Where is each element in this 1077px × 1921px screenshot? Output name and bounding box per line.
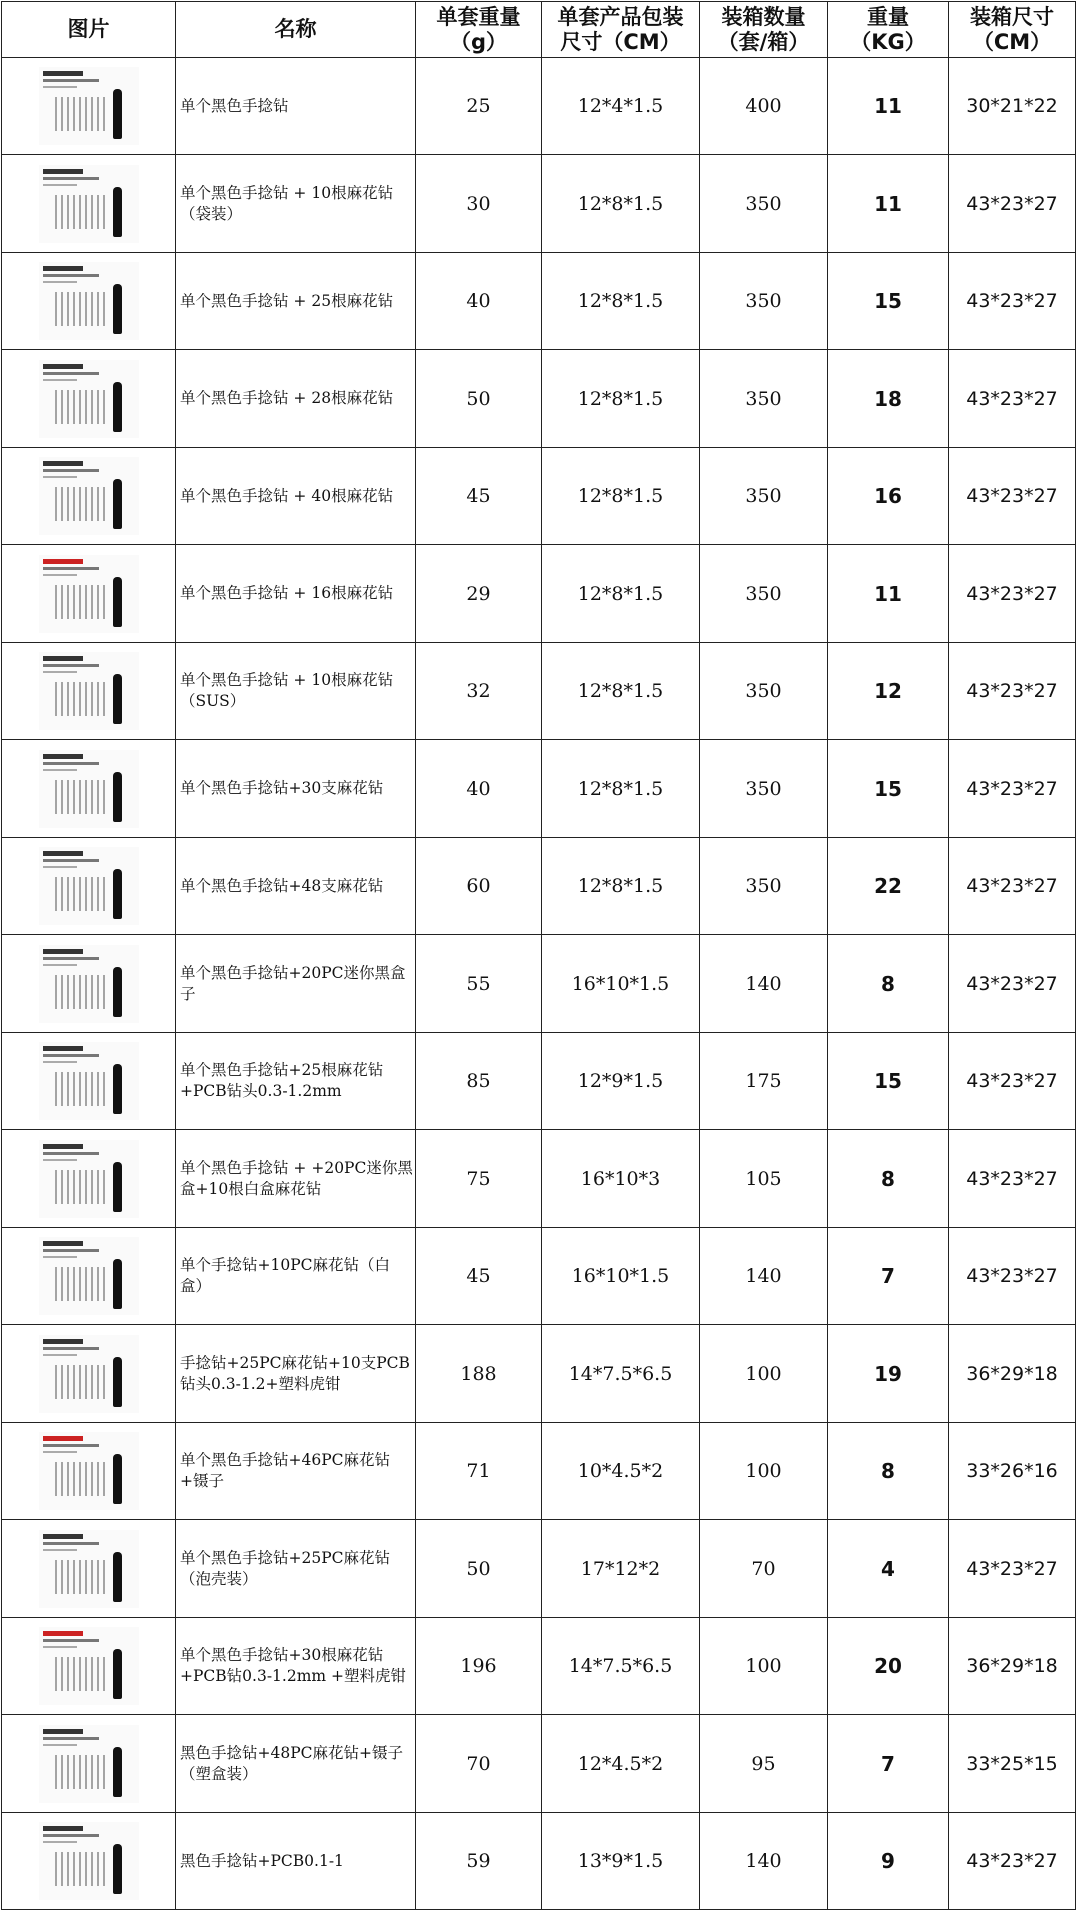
pack-size: 10*4.5*2 <box>542 1423 700 1520</box>
header-box-size: 装箱尺寸 （CM） <box>949 2 1076 58</box>
box-quantity: 70 <box>700 1520 828 1618</box>
box-weight: 22 <box>828 838 949 935</box>
unit-weight: 55 <box>416 935 542 1033</box>
box-weight: 7 <box>828 1715 949 1813</box>
table-row <box>2 58 1076 155</box>
product-thumbnail <box>39 1725 139 1803</box>
pack-size: 14*7.5*6.5 <box>542 1618 700 1715</box>
box-weight: 15 <box>828 253 949 350</box>
box-quantity: 350 <box>700 253 828 350</box>
product-thumbnail <box>39 67 139 145</box>
product-thumbnail <box>39 1042 139 1120</box>
product-thumbnail <box>39 750 139 828</box>
unit-weight: 50 <box>416 350 542 448</box>
box-size: 36*29*18 <box>949 1618 1076 1715</box>
box-size: 43*23*27 <box>949 838 1076 935</box>
box-quantity: 105 <box>700 1130 828 1228</box>
product-image-cell <box>2 740 176 838</box>
product-thumbnail <box>39 1627 139 1705</box>
pack-size: 16*10*1.5 <box>542 1228 700 1325</box>
header-name: 名称 <box>176 2 416 58</box>
table-row <box>2 155 1076 253</box>
box-quantity: 350 <box>700 545 828 643</box>
box-weight: 16 <box>828 448 949 545</box>
pack-size: 12*8*1.5 <box>542 545 700 643</box>
product-thumbnail <box>39 360 139 438</box>
product-name: 单个黑色手捻钻+20PC迷你黑盒子 <box>176 935 416 1033</box>
box-weight: 11 <box>828 155 949 253</box>
unit-weight: 40 <box>416 253 542 350</box>
product-name: 单个黑色手捻钻+30支麻花钻 <box>176 740 416 838</box>
product-image-cell <box>2 935 176 1033</box>
box-size: 43*23*27 <box>949 643 1076 740</box>
table-row <box>2 1130 1076 1228</box>
header-unit-weight: 单套重量 （g） <box>416 2 542 58</box>
unit-weight: 25 <box>416 58 542 155</box>
box-quantity: 350 <box>700 643 828 740</box>
product-name: 单个手捻钻+10PC麻花钻（白盒） <box>176 1228 416 1325</box>
pack-size: 12*4.5*2 <box>542 1715 700 1813</box>
product-image-cell <box>2 1033 176 1130</box>
box-weight: 20 <box>828 1618 949 1715</box>
box-size: 43*23*27 <box>949 545 1076 643</box>
product-image-cell <box>2 1228 176 1325</box>
product-name: 单个黑色手捻钻+25PC麻花钻（泡壳装） <box>176 1520 416 1618</box>
box-size: 36*29*18 <box>949 1325 1076 1423</box>
pack-size: 12*8*1.5 <box>542 253 700 350</box>
box-quantity: 350 <box>700 448 828 545</box>
unit-weight: 45 <box>416 1228 542 1325</box>
product-thumbnail <box>39 1140 139 1218</box>
table-row <box>2 350 1076 448</box>
table-row <box>2 448 1076 545</box>
pack-size: 12*8*1.5 <box>542 838 700 935</box>
box-weight: 19 <box>828 1325 949 1423</box>
product-image-cell <box>2 1813 176 1910</box>
unit-weight: 30 <box>416 155 542 253</box>
box-weight: 7 <box>828 1228 949 1325</box>
product-name: 黑色手捻钻+PCB0.1-1 <box>176 1813 416 1910</box>
product-thumbnail <box>39 1432 139 1510</box>
box-size: 33*26*16 <box>949 1423 1076 1520</box>
product-name: 单个黑色手捻钻+25根麻花钻+PCB钻头0.3-1.2mm <box>176 1033 416 1130</box>
product-image-cell <box>2 448 176 545</box>
box-weight: 15 <box>828 1033 949 1130</box>
product-thumbnail <box>39 945 139 1023</box>
unit-weight: 71 <box>416 1423 542 1520</box>
unit-weight: 75 <box>416 1130 542 1228</box>
table-row <box>2 740 1076 838</box>
table-row <box>2 1228 1076 1325</box>
box-quantity: 350 <box>700 838 828 935</box>
box-weight: 8 <box>828 935 949 1033</box>
pack-size: 12*8*1.5 <box>542 350 700 448</box>
product-image-cell <box>2 58 176 155</box>
product-image-cell <box>2 1325 176 1423</box>
product-thumbnail <box>39 652 139 730</box>
table-row <box>2 1033 1076 1130</box>
pack-size: 12*8*1.5 <box>542 643 700 740</box>
box-weight: 11 <box>828 58 949 155</box>
product-name: 单个黑色手捻钻 + 28根麻花钻 <box>176 350 416 448</box>
box-size: 43*23*27 <box>949 350 1076 448</box>
pack-size: 17*12*2 <box>542 1520 700 1618</box>
product-thumbnail <box>39 1530 139 1608</box>
table-row <box>2 1423 1076 1520</box>
unit-weight: 40 <box>416 740 542 838</box>
table-row <box>2 1520 1076 1618</box>
box-quantity: 350 <box>700 155 828 253</box>
product-name: 黑色手捻钻+48PC麻花钻+镊子（塑盒装） <box>176 1715 416 1813</box>
box-size: 43*23*27 <box>949 155 1076 253</box>
unit-weight: 32 <box>416 643 542 740</box>
box-weight: 11 <box>828 545 949 643</box>
product-name: 手捻钻+25PC麻花钻+10支PCB钻头0.3-1.2+塑料虎钳 <box>176 1325 416 1423</box>
product-image-cell <box>2 350 176 448</box>
product-image-cell <box>2 1715 176 1813</box>
pack-size: 16*10*1.5 <box>542 935 700 1033</box>
table-row <box>2 1618 1076 1715</box>
product-thumbnail <box>39 1237 139 1315</box>
product-name: 单个黑色手捻钻 + 25根麻花钻 <box>176 253 416 350</box>
product-image-cell <box>2 838 176 935</box>
box-quantity: 140 <box>700 1813 828 1910</box>
unit-weight: 196 <box>416 1618 542 1715</box>
pack-size: 12*9*1.5 <box>542 1033 700 1130</box>
header-row <box>2 2 1076 58</box>
pack-size: 16*10*3 <box>542 1130 700 1228</box>
box-size: 43*23*27 <box>949 1520 1076 1618</box>
box-size: 43*23*27 <box>949 1813 1076 1910</box>
pack-size: 12*4*1.5 <box>542 58 700 155</box>
box-size: 43*23*27 <box>949 448 1076 545</box>
product-spec-table <box>1 1 1076 1910</box>
unit-weight: 188 <box>416 1325 542 1423</box>
unit-weight: 29 <box>416 545 542 643</box>
product-name: 单个黑色手捻钻 + 10根麻花钻（袋装） <box>176 155 416 253</box>
pack-size: 12*8*1.5 <box>542 155 700 253</box>
product-name: 单个黑色手捻钻 <box>176 58 416 155</box>
product-thumbnail <box>39 457 139 535</box>
header-image: 图片 <box>2 2 176 58</box>
product-thumbnail <box>39 262 139 340</box>
product-thumbnail <box>39 1335 139 1413</box>
box-weight: 8 <box>828 1423 949 1520</box>
product-thumbnail <box>39 1822 139 1900</box>
box-quantity: 100 <box>700 1618 828 1715</box>
product-thumbnail <box>39 847 139 925</box>
table-row <box>2 1715 1076 1813</box>
header-weight: 重量 （KG） <box>828 2 949 58</box>
product-name: 单个黑色手捻钻+48支麻花钻 <box>176 838 416 935</box>
box-size: 33*25*15 <box>949 1715 1076 1813</box>
box-quantity: 350 <box>700 740 828 838</box>
box-size: 30*21*22 <box>949 58 1076 155</box>
box-quantity: 175 <box>700 1033 828 1130</box>
header-qty: 装箱数量 （套/箱） <box>700 2 828 58</box>
unit-weight: 45 <box>416 448 542 545</box>
pack-size: 13*9*1.5 <box>542 1813 700 1910</box>
product-name: 单个黑色手捻钻 + 40根麻花钻 <box>176 448 416 545</box>
product-image-cell <box>2 1618 176 1715</box>
table-row <box>2 545 1076 643</box>
box-quantity: 140 <box>700 935 828 1033</box>
box-quantity: 100 <box>700 1325 828 1423</box>
box-quantity: 95 <box>700 1715 828 1813</box>
box-size: 43*23*27 <box>949 253 1076 350</box>
box-size: 43*23*27 <box>949 740 1076 838</box>
pack-size: 12*8*1.5 <box>542 740 700 838</box>
box-weight: 12 <box>828 643 949 740</box>
table-row <box>2 838 1076 935</box>
unit-weight: 85 <box>416 1033 542 1130</box>
box-weight: 15 <box>828 740 949 838</box>
box-size: 43*23*27 <box>949 1228 1076 1325</box>
product-image-cell <box>2 545 176 643</box>
product-image-cell <box>2 643 176 740</box>
box-weight: 18 <box>828 350 949 448</box>
product-name: 单个黑色手捻钻 + 16根麻花钻 <box>176 545 416 643</box>
product-name: 单个黑色手捻钻 + +20PC迷你黑盒+10根白盒麻花钻 <box>176 1130 416 1228</box>
table-row <box>2 935 1076 1033</box>
product-image-cell <box>2 1130 176 1228</box>
box-size: 43*23*27 <box>949 1033 1076 1130</box>
box-weight: 4 <box>828 1520 949 1618</box>
product-thumbnail <box>39 555 139 633</box>
table-row <box>2 253 1076 350</box>
product-name: 单个黑色手捻钻+30根麻花钻+PCB钻0.3-1.2mm +塑料虎钳 <box>176 1618 416 1715</box>
box-quantity: 400 <box>700 58 828 155</box>
product-image-cell <box>2 1520 176 1618</box>
box-weight: 9 <box>828 1813 949 1910</box>
header-pack-size: 单套产品包装 尺寸（CM） <box>542 2 700 58</box>
unit-weight: 59 <box>416 1813 542 1910</box>
product-name: 单个黑色手捻钻 + 10根麻花钻（SUS） <box>176 643 416 740</box>
box-size: 43*23*27 <box>949 1130 1076 1228</box>
product-thumbnail <box>39 165 139 243</box>
box-quantity: 350 <box>700 350 828 448</box>
pack-size: 14*7.5*6.5 <box>542 1325 700 1423</box>
unit-weight: 50 <box>416 1520 542 1618</box>
box-quantity: 140 <box>700 1228 828 1325</box>
box-size: 43*23*27 <box>949 935 1076 1033</box>
pack-size: 12*8*1.5 <box>542 448 700 545</box>
table-row <box>2 1813 1076 1910</box>
unit-weight: 60 <box>416 838 542 935</box>
product-name: 单个黑色手捻钻+46PC麻花钻+镊子 <box>176 1423 416 1520</box>
table-row <box>2 1325 1076 1423</box>
unit-weight: 70 <box>416 1715 542 1813</box>
box-quantity: 100 <box>700 1423 828 1520</box>
product-image-cell <box>2 253 176 350</box>
box-weight: 8 <box>828 1130 949 1228</box>
table-row <box>2 643 1076 740</box>
product-image-cell <box>2 1423 176 1520</box>
product-image-cell <box>2 155 176 253</box>
